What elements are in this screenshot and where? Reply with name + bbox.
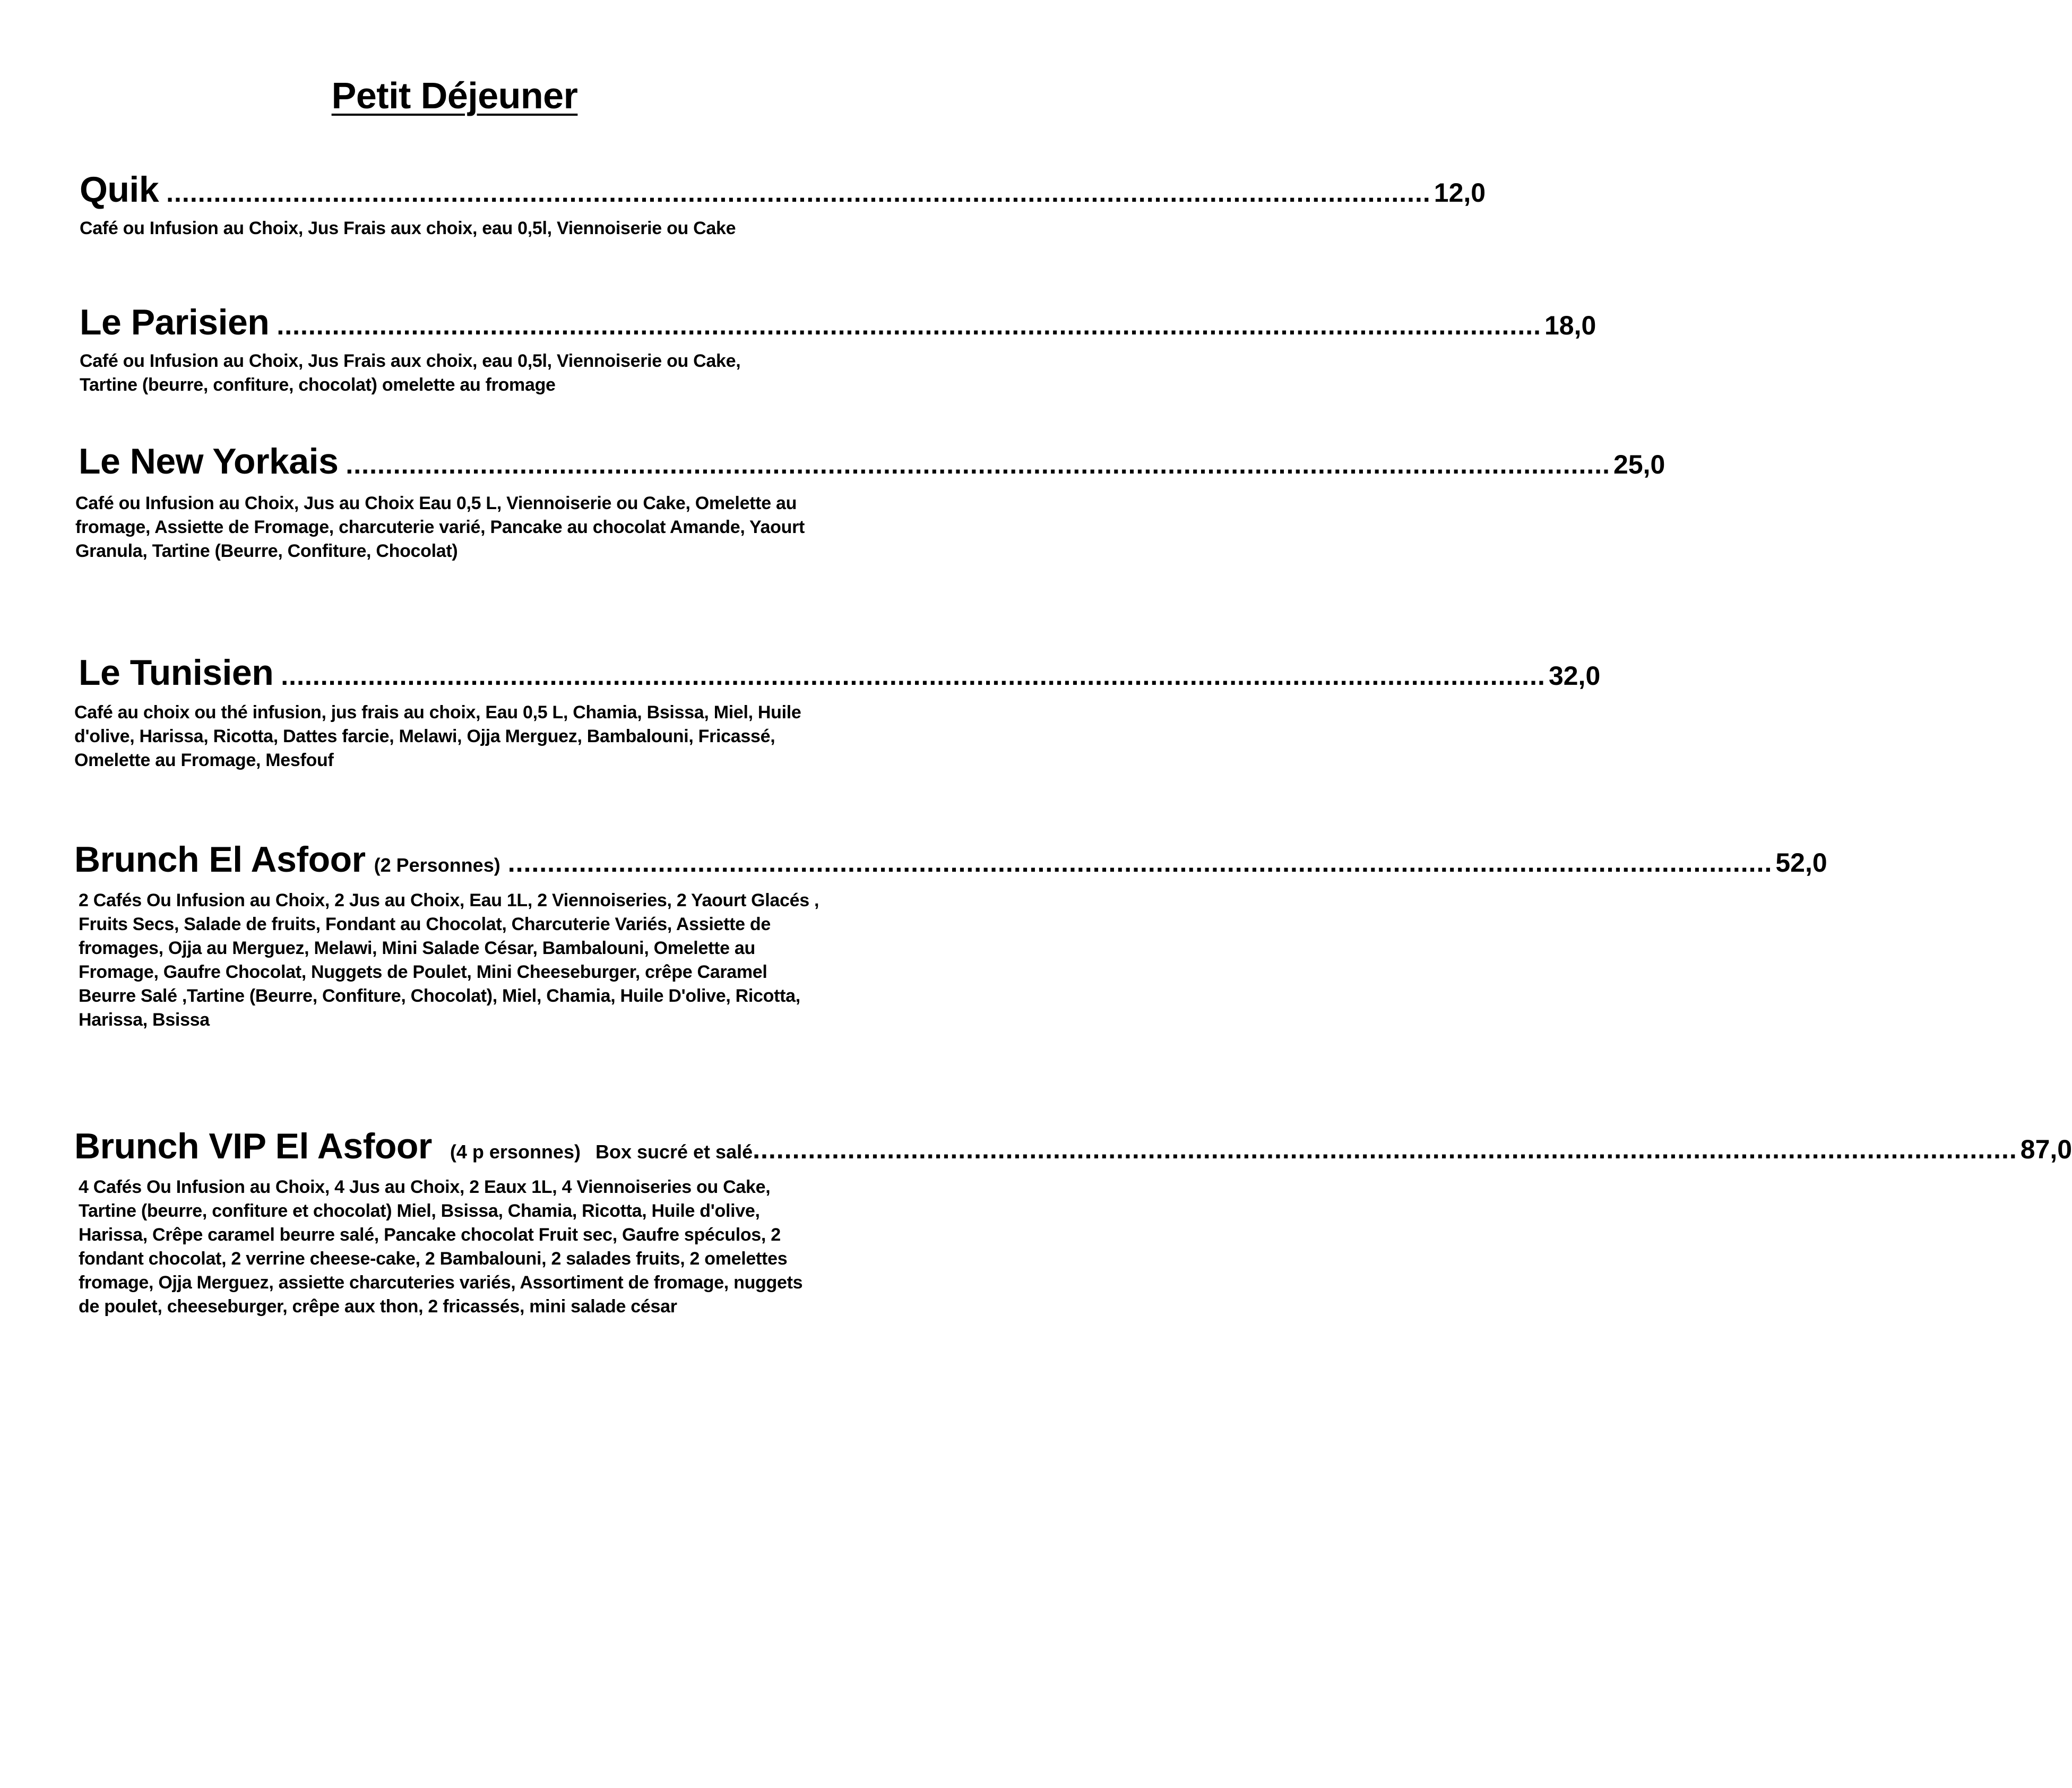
menu-item-title-line <box>75 441 1665 482</box>
menu-item-description <box>74 1175 833 1319</box>
menu-item-note-2: Box sucré et salé <box>595 1141 753 1163</box>
menu-item-price: 52,0 <box>1775 848 1827 878</box>
menu-item-brunch-el-asfoor <box>74 839 1827 1032</box>
description-line: Café ou Infusion au Choix, Jus Frais aux choix, eau 0,5l, Viennoiserie ou Cake <box>80 218 736 238</box>
menu-item-le-parisien <box>80 302 1596 397</box>
menu-item-note: (2 Personnes) <box>374 854 500 876</box>
description-line: Café au choix ou thé infusion, jus frais au choix, Eau 0,5 L, Chamia, Bsissa, Miel, Huile <box>74 702 801 723</box>
menu-item-description <box>74 701 839 772</box>
dot-leader: ................................................................................................................................................................ <box>277 311 1541 340</box>
menu-item-title-line <box>74 652 1601 693</box>
menu-item-price: 18,0 <box>1544 311 1596 340</box>
description-line: fromage, Ojja Merguez, assiette charcuteries variés, Assortiment de fromage, nuggets <box>79 1273 803 1293</box>
description-line: Tartine (beurre, confiture et chocolat) Miel, Bsissa, Chamia, Ricotta, Huile d'olive, <box>79 1201 760 1221</box>
description-line: Tartine (beurre, confiture, chocolat) omelette au fromage <box>80 375 556 395</box>
description-line: fondant chocolat, 2 verrine cheese-cake, 2 Bambalouni, 2 salades fruits, 2 omelettes <box>79 1249 788 1269</box>
menu-item-le-tunisien <box>74 652 1601 772</box>
description-line: Café ou Infusion au Choix, Jus Frais aux choix, eau 0,5l, Viennoiserie ou Cake, <box>80 351 741 371</box>
menu-item-name: Le Parisien <box>80 302 270 342</box>
dot-leader: ................................................................................................................................................................ <box>281 661 1546 691</box>
menu-item-description <box>74 889 841 1032</box>
menu-item-quik <box>80 169 1486 240</box>
menu-item-note: (4 p ersonnes) <box>450 1141 581 1163</box>
menu-item-name: Brunch VIP El Asfoor <box>74 1126 432 1166</box>
description-line: de poulet, cheeseburger, crêpe aux thon, 2 fricassés, mini salade césar <box>79 1296 677 1317</box>
menu-item-name: Quik <box>80 169 159 210</box>
page-title-text: Petit Déjeuner <box>331 75 578 116</box>
dot-leader: ................................................................................................................................................................ <box>507 848 1773 878</box>
menu-item-brunch-vip-el-asfoor <box>74 1125 2072 1319</box>
dot-leader: ................................................................................................................................................................ <box>166 178 1431 208</box>
menu-item-title-line <box>80 169 1486 210</box>
description-line: Harissa, Crêpe caramel beurre salé, Pancake chocolat Fruit sec, Gaufre spéculos, 2 <box>79 1225 781 1245</box>
description-line: Beurre Salé ,Tartine (Beurre, Confiture, Chocolat), Miel, Chamia, Huile D'olive, Ricotta, <box>79 986 800 1006</box>
description-line: Fruits Secs, Salade de fruits, Fondant au Chocolat, Charcuterie Variés, Assiette de <box>79 914 771 934</box>
menu-item-title-line <box>80 302 1596 343</box>
description-line: 2 Cafés Ou Infusion au Choix, 2 Jus au Choix, Eau 1L, 2 Viennoiseries, 2 Yaourt Glacés , <box>79 890 819 910</box>
menu-item-description <box>80 217 839 240</box>
page-title <box>0 74 909 117</box>
menu-item-price: 87,0 <box>2020 1134 2072 1164</box>
menu-item-price: 32,0 <box>1548 661 1601 691</box>
description-line: Café ou Infusion au Choix, Jus au Choix Eau 0,5 L, Viennoiserie ou Cake, Omelette au <box>75 493 797 513</box>
description-line: 4 Cafés Ou Infusion au Choix, 4 Jus au Choix, 2 Eaux 1L, 4 Viennoiseries ou Cake, <box>79 1177 771 1197</box>
menu-item-name: Le New Yorkais <box>79 441 339 482</box>
menu-item-le-new-yorkais <box>75 441 1665 563</box>
menu-item-title-line <box>74 1125 2072 1167</box>
menu-item-name: Brunch El Asfoor <box>74 839 366 880</box>
menu-item-description <box>75 492 839 563</box>
menu-item-title-line <box>74 839 1827 880</box>
description-line: Harissa, Bsissa <box>79 1010 210 1030</box>
description-line: Fromage, Gaufre Chocolat, Nuggets de Poulet, Mini Cheeseburger, crêpe Caramel <box>79 962 767 982</box>
description-line: Granula, Tartine (Beurre, Confiture, Chocolat) <box>75 541 458 561</box>
menu-item-description <box>80 349 839 397</box>
menu-item-name: Le Tunisien <box>79 652 274 693</box>
dot-leader: ................................................................................................................................................................ <box>346 450 1611 479</box>
description-line: fromages, Ojja au Merguez, Melawi, Mini Salade César, Bambalouni, Omelette au <box>79 938 755 958</box>
menu-item-price: 12,0 <box>1434 178 1486 208</box>
menu-item-price: 25,0 <box>1613 450 1665 479</box>
description-line: fromage, Assiette de Fromage, charcuterie varié, Pancake au chocolat Amande, Yaourt <box>75 517 805 537</box>
dot-leader: ................................................................................................................................................................ <box>753 1134 2017 1164</box>
description-line: Omelette au Fromage, Mesfouf <box>74 750 334 770</box>
description-line: d'olive, Harissa, Ricotta, Dattes farcie, Melawi, Ojja Merguez, Bambalouni, Fricassé, <box>74 726 775 746</box>
